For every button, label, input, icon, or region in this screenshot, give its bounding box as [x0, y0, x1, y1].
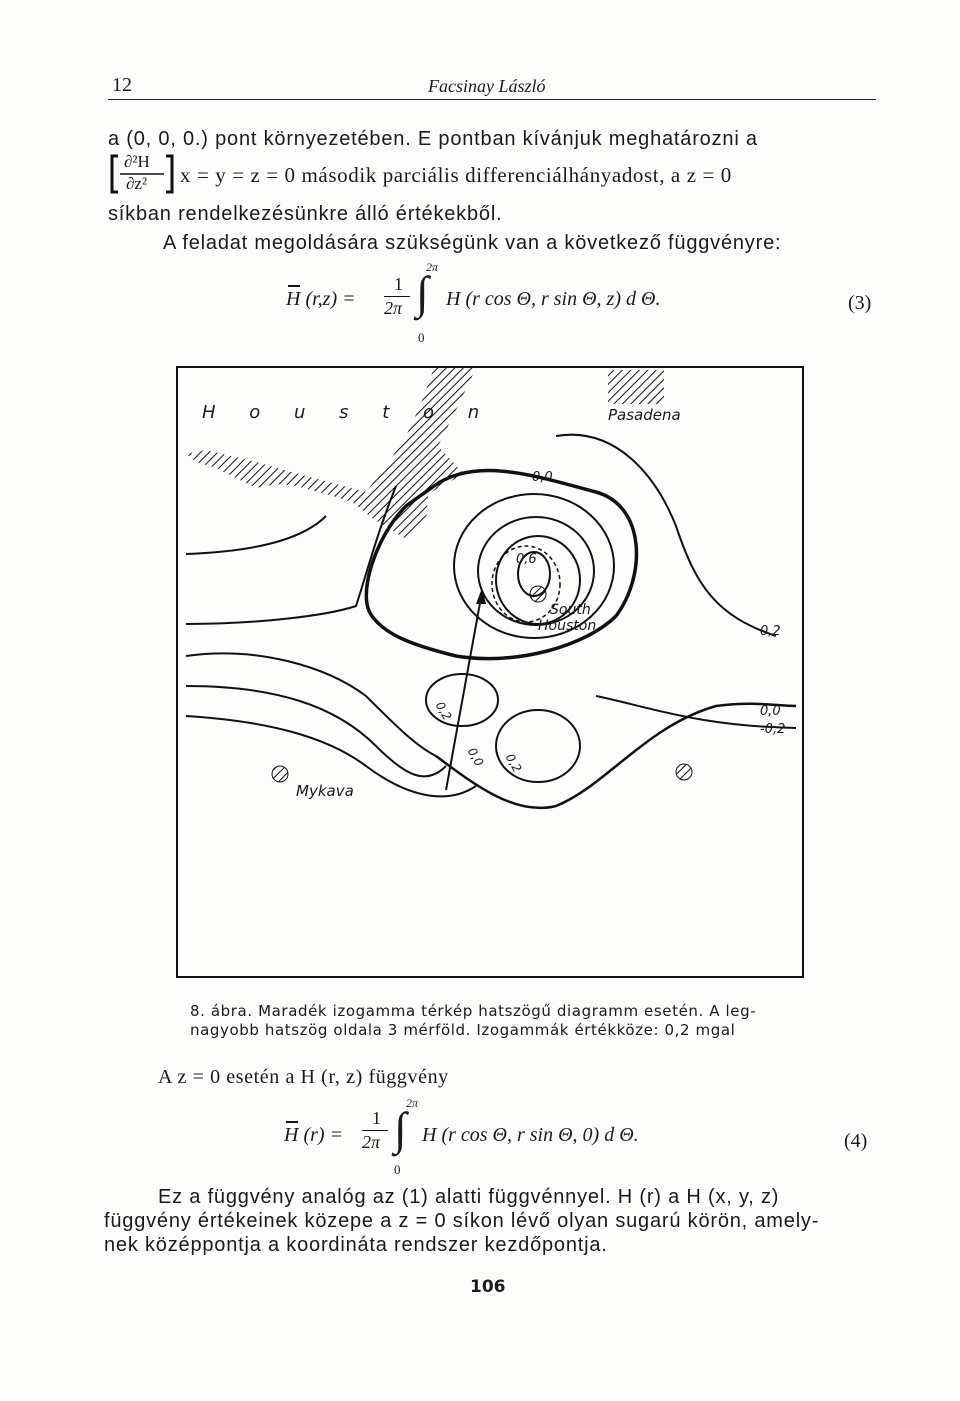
body-line-2: x = y = z = 0 második parciális differenciálhányadost, a z = 0 [180, 163, 732, 187]
partial-derivative-bracket [108, 152, 178, 196]
fraction-denominator: ∂z² [126, 174, 148, 193]
map-label-pasadena: Pasadena [608, 406, 681, 424]
formula-4-frac-den: 2π [362, 1132, 381, 1152]
contour-label: 0,0 [532, 470, 553, 485]
body-line-3: síkban rendelkezésünkre álló értékekből. [108, 203, 503, 225]
formula-4 [280, 1094, 880, 1184]
fraction-numerator: ∂²H [124, 152, 150, 171]
formula-4-integrand: H (r cos Θ, r sin Θ, 0) d Θ. [422, 1124, 639, 1146]
running-head-author: Facsinay László [428, 76, 546, 96]
integral-sign: ∫ [416, 267, 429, 318]
contour-label: -0,2 [760, 722, 786, 737]
formula-4-number: (4) [844, 1130, 868, 1152]
formula-3-integrand: H (r cos Θ, r sin Θ, z) d Θ. [446, 288, 661, 310]
formula-3-upper-limit: 2π [426, 260, 439, 274]
mykava-marker [272, 766, 288, 782]
map-label-south: South [550, 602, 591, 618]
map-label-houston: H o u s t o n [202, 402, 494, 423]
contour-label: 0,2 [760, 624, 781, 639]
overline-bar [288, 285, 300, 287]
contour-label: 0,6 [516, 552, 537, 567]
formula-3 [280, 258, 880, 348]
map-label-mykava: Mykava [296, 782, 354, 800]
after-line-3: függvény értékeinek közepe a z = 0 síkon lévő olyan sugarú körön, amely- [104, 1210, 820, 1232]
contour-south-loop-2 [496, 710, 580, 782]
formula-4-lower-limit: 0 [394, 1162, 401, 1177]
formula-4-frac-num: 1 [372, 1108, 381, 1128]
contour-west-4 [186, 686, 446, 776]
integral-sign: ∫ [394, 1103, 407, 1154]
frac-bar [362, 1130, 388, 1131]
formula-3-number: (3) [848, 292, 872, 314]
page-number: 12 [112, 74, 132, 96]
after-line-1: A z = 0 esetén a H (r, z) függvény [158, 1066, 449, 1088]
figure-caption: 8. ábra. Maradék izogamma térkép hatszögű diagramm esetén. A leg-nagyobb hatszög oldala 3 mérföld. Izogammák értékköze: 0,2 mgal [190, 1002, 757, 1039]
contour-label: 0,0 [760, 704, 781, 719]
after-line-2: Ez a függvény analóg az (1) alatti függvénnyel. H (r) a H (x, y, z) [158, 1186, 780, 1208]
contour-label: 0,2 [432, 699, 455, 723]
pasadena-hatched-area [608, 370, 664, 404]
houston-hatched-area [186, 368, 476, 538]
south-houston-marker [530, 586, 546, 602]
body-line-1: a (0, 0, 0.) pont környezetében. E pontban kívánjuk meghatározni a [108, 128, 758, 150]
contour-west-2 [186, 516, 326, 554]
map-svg [176, 366, 806, 980]
overline-bar [286, 1121, 298, 1123]
contour-label: 0,2 [502, 751, 525, 775]
header-rule [108, 99, 876, 100]
footer-page-number: 106 [470, 1277, 506, 1297]
frac-bar [384, 296, 410, 297]
isogamma-map [176, 366, 806, 980]
east-marker [676, 764, 692, 780]
formula-3-lower-limit: 0 [418, 330, 425, 345]
contour-0-0-east [436, 704, 796, 808]
formula-4-upper-limit: 2π [406, 1096, 419, 1110]
formula-3-frac-den: 2π [384, 298, 403, 318]
map-label-south-houston: Houston [538, 618, 597, 634]
formula-3-lhs: H (r,z) = [286, 288, 356, 310]
contour-label: 0,0 [464, 745, 487, 769]
formula-3-frac-num: 1 [394, 274, 403, 294]
body-line-4: A feladat megoldására szükségünk van a következő függvényre: [163, 232, 782, 254]
formula-4-lhs: H (r) = [284, 1124, 344, 1146]
map-frame [177, 367, 803, 977]
after-line-4: nek középpontja a koordináta rendszer kezdőpontja. [104, 1234, 608, 1256]
